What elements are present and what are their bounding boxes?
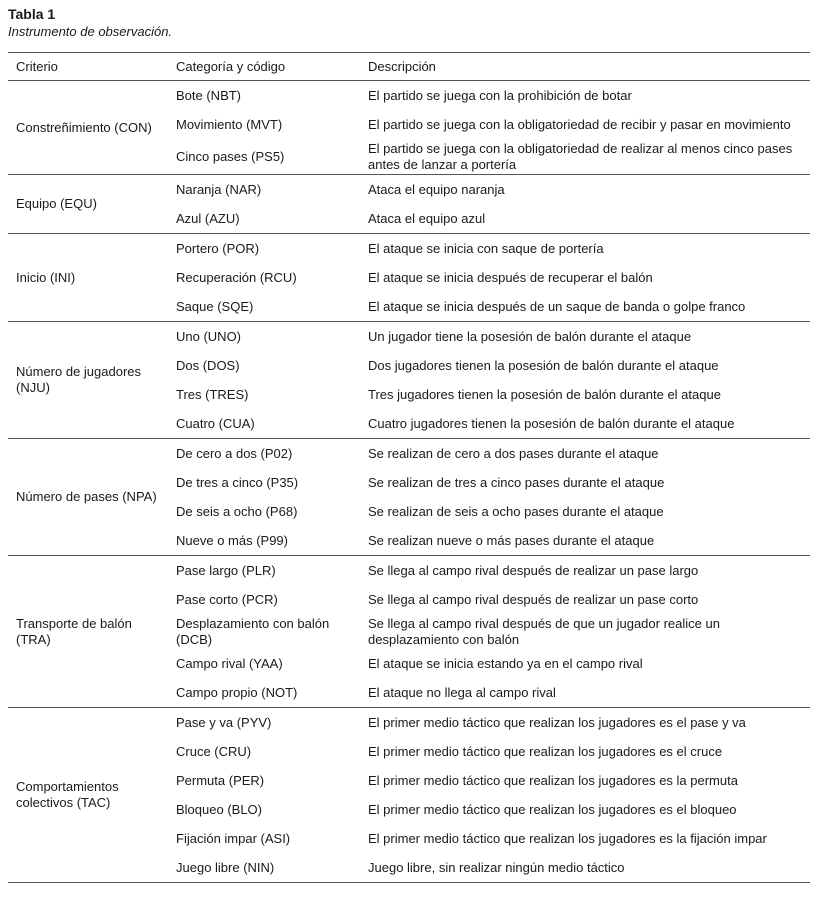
categoria-cell: Pase corto (PCR) [176, 591, 278, 607]
descripcion-cell: Se llega al campo rival después de realizar un pase largo [368, 562, 699, 578]
criterio-cell: Transporte de balón (TRA) [8, 556, 168, 708]
categoria-cell: Bloqueo (BLO) [176, 801, 262, 817]
categoria-cell: Movimiento (MVT) [176, 116, 283, 132]
categoria-cell: Desplazamiento con balón (DCB) [176, 615, 330, 647]
descripcion-cell: El ataque se inicia con saque de portería [368, 240, 604, 256]
table-row [8, 439, 810, 469]
descripcion-cell: Se llega al campo rival después de realizar un pase corto [368, 591, 699, 607]
descripcion-cell: Se realizan nueve o más pases durante el ataque [360, 526, 810, 556]
descripcion-cell: Se llega al campo rival después de que un jugador realice un desplazamiento con balón [368, 615, 720, 647]
categoria-cell: Portero (POR) [176, 240, 260, 256]
descripcion-cell: Ataca el equipo naranja [368, 181, 505, 197]
criterio-cell: Equipo (EQU) [8, 175, 168, 234]
descripcion-cell: El primer medio táctico que realizan los jugadores es la fijación impar [368, 830, 767, 846]
column-header-categoria: Categoría y código [168, 53, 360, 81]
descripcion-cell: El ataque se inicia estando ya en el campo rival [368, 655, 643, 671]
descripcion-cell: Ataca el equipo azul [360, 204, 810, 234]
categoria-cell: Naranja (NAR) [176, 181, 262, 197]
column-header-criterio: Criterio [8, 53, 168, 81]
table-subtitle: Instrumento de observación. [8, 24, 173, 39]
descripcion-cell: Se realizan de seis a ocho pases durante el ataque [368, 503, 664, 519]
categoria-cell: De cero a dos (P02) [176, 445, 293, 461]
descripcion-cell: El ataque se inicia después de recuperar el balón [368, 269, 653, 285]
criterio-cell: Número de pases (NPA) [8, 439, 168, 556]
categoria-cell: Juego libre (NIN) [168, 853, 360, 883]
table-header-row [8, 53, 810, 81]
table-row [8, 81, 810, 111]
categoria-cell: Recuperación (RCU) [176, 269, 297, 285]
categoria-cell: Pase y va (PYV) [176, 714, 272, 730]
categoria-cell: Nueve o más (P99) [168, 526, 360, 556]
categoria-cell: Campo propio (NOT) [168, 678, 360, 708]
descripcion-cell: El partido se juega con la obligatoriedad de realizar al menos cinco pases antes de lanzar a portería [360, 139, 810, 175]
descripcion-cell: Cuatro jugadores tienen la posesión de balón durante el ataque [360, 409, 810, 439]
descripcion-cell: El partido se juega con la prohibición de botar [368, 87, 632, 103]
criterio-cell: Comportamientos colectivos (TAC) [8, 708, 168, 883]
categoria-cell: Pase largo (PLR) [176, 562, 276, 578]
descripcion-cell: Juego libre, sin realizar ningún medio táctico [360, 853, 810, 883]
criterio-cell: Inicio (INI) [8, 234, 168, 322]
descripcion-cell: El primer medio táctico que realizan los jugadores es el bloqueo [368, 801, 737, 817]
categoria-cell: Uno (UNO) [176, 328, 242, 344]
categoria-cell: Fijación impar (ASI) [176, 830, 291, 846]
categoria-cell: Bote (NBT) [176, 87, 242, 103]
table-title: Tabla 1 [8, 6, 56, 22]
descripcion-cell: Se realizan de tres a cinco pases durante el ataque [368, 474, 665, 490]
table-body [8, 81, 810, 883]
categoria-cell: Cruce (CRU) [176, 743, 252, 759]
descripcion-cell: El partido se juega con la obligatoriedad de recibir y pasar en movimiento [368, 116, 791, 132]
descripcion-cell: El primer medio táctico que realizan los jugadores es el cruce [368, 743, 723, 759]
table-row [8, 708, 810, 738]
descripcion-cell: Tres jugadores tienen la posesión de balón durante el ataque [368, 386, 721, 402]
table-row [8, 322, 810, 352]
categoria-cell: De tres a cinco (P35) [176, 474, 299, 490]
descripcion-cell: Se realizan de cero a dos pases durante el ataque [368, 445, 659, 461]
table-row [8, 175, 810, 205]
categoria-cell: Cuatro (CUA) [168, 409, 360, 439]
categoria-cell: Tres (TRES) [176, 386, 249, 402]
categoria-cell: Saque (SQE) [168, 292, 360, 322]
categoria-cell: Dos (DOS) [176, 357, 240, 373]
descripcion-cell: El primer medio táctico que realizan los jugadores es la permuta [368, 772, 738, 788]
categoria-cell: Azul (AZU) [168, 204, 360, 234]
table-row [8, 234, 810, 264]
categoria-cell: Campo rival (YAA) [176, 655, 283, 671]
column-header-descripcion: Descripción [360, 53, 810, 81]
table-row [8, 556, 810, 586]
descripcion-cell: El primer medio táctico que realizan los jugadores es el pase y va [368, 714, 746, 730]
descripcion-cell: El ataque no llega al campo rival [360, 678, 810, 708]
criterio-cell: Número de jugadores (NJU) [8, 322, 168, 439]
descripcion-cell: Dos jugadores tienen la posesión de balón durante el ataque [368, 357, 719, 373]
categoria-cell: Permuta (PER) [176, 772, 265, 788]
descripcion-cell: El ataque se inicia después de un saque de banda o golpe franco [360, 292, 810, 322]
observation-table [8, 52, 810, 883]
categoria-cell: De seis a ocho (P68) [176, 503, 298, 519]
criterio-cell: Constreñimiento (CON) [8, 81, 168, 175]
descripcion-cell: Un jugador tiene la posesión de balón durante el ataque [368, 328, 692, 344]
categoria-cell: Cinco pases (PS5) [168, 139, 360, 175]
